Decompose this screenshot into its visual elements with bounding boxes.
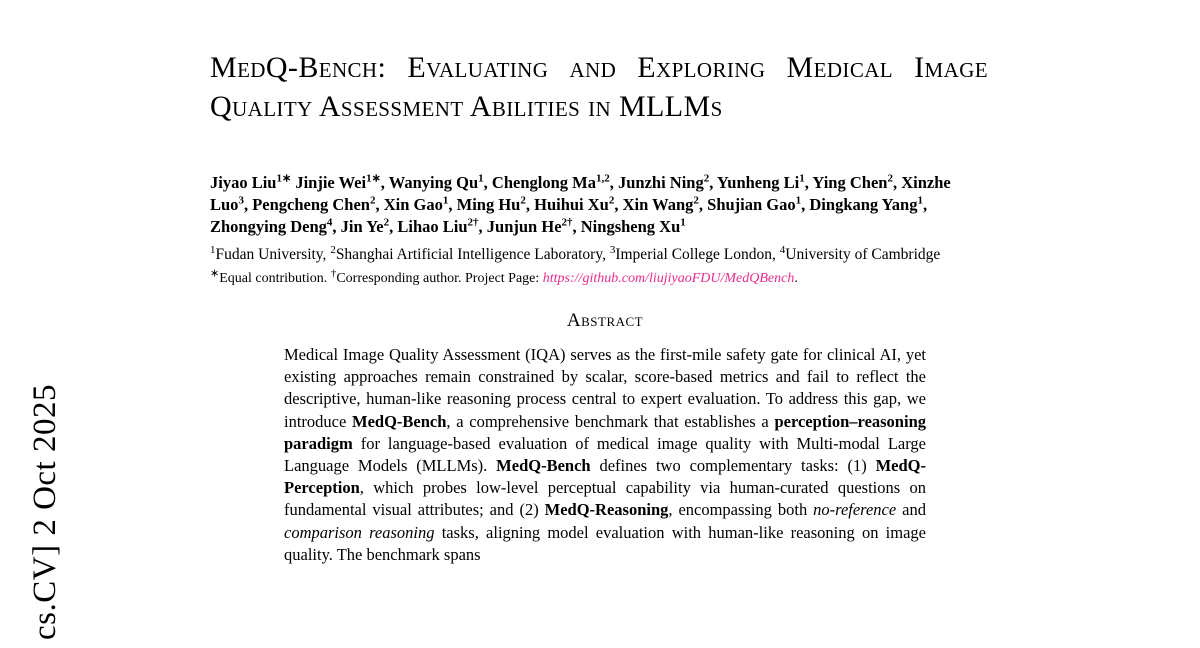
affiliation-list: $^1$Fudan University, $^2$Shanghai Artificial Intelligence Laboratory, $^3$Imperial College London, $^4$University of Cambridge bbox=[210, 243, 941, 263]
footnote-text-prefix: ∗Equal contribution. †Corresponding author. Project Page: bbox=[210, 267, 543, 286]
footnote-text-suffix: . bbox=[794, 271, 798, 286]
arxiv-identifier-stamp: cs.CV] 2 Oct 2025 bbox=[26, 384, 63, 640]
footnote-contributions bbox=[210, 269, 1000, 288]
abstract-heading: Abstract bbox=[566, 310, 644, 331]
author-list: Jiyao Liu$^{1∗}$ Jinjie Wei$^{1∗}$, Wanying Qu$^1$, Chenglong Ma$^{1,2}$, Junzhi Ning$^2$, Yunheng Li$^1$, Ying Chen$^2$, Xinzhe Luo$^3$, Pengcheng Chen$^2$, Xin Gao$^1$, Ming Hu$^2$, Huihui Xu$^2$, Xin Wang$^2$, Shujian Gao$^1$, Dingkang Yang$^1$, Zhongying Deng$^4$, Jin Ye$^2$, Lihao Liu$^{2\dagger}$, Junjun $He^{2\dagger}$, Ningsheng Xu$^1$ bbox=[210, 172, 951, 236]
project-page-link[interactable]: https://github.com/liujiyaoFDU/MedQBench bbox=[542, 271, 795, 286]
abstract-text: Medical Image Quality Assessment (IQA) serves as the first-mile safety gate for clinical AI, yet existing approaches remain constrained by scalar, score-based metrics and fail to reflect the descriptive, human-like reasoning process central to expert evaluation. To address this gap, we introduce MedQ-Bench, a comprehensive benchmark that establishes a perception–reasoning paradigm for language-based evaluation of medical image quality with Multi-modal Large Language Models (MLLMs). MedQ-Bench defines two complementary tasks: (1) MedQ-Perception, which probes low-level perceptual capability via human-curated questions on fundamental visual attributes; and (2) MedQ-Reasoning, encompassing both no-reference and comparison reasoning tasks, aligning model evaluation with human-like reasoning on image quality. The benchmark spans bbox=[284, 345, 926, 564]
paper-page bbox=[210, 0, 1000, 648]
page-title: MedQ-Bench: Evaluating and Exploring Medical Image Quality Assessment Abilities in MLLMs bbox=[210, 51, 988, 123]
